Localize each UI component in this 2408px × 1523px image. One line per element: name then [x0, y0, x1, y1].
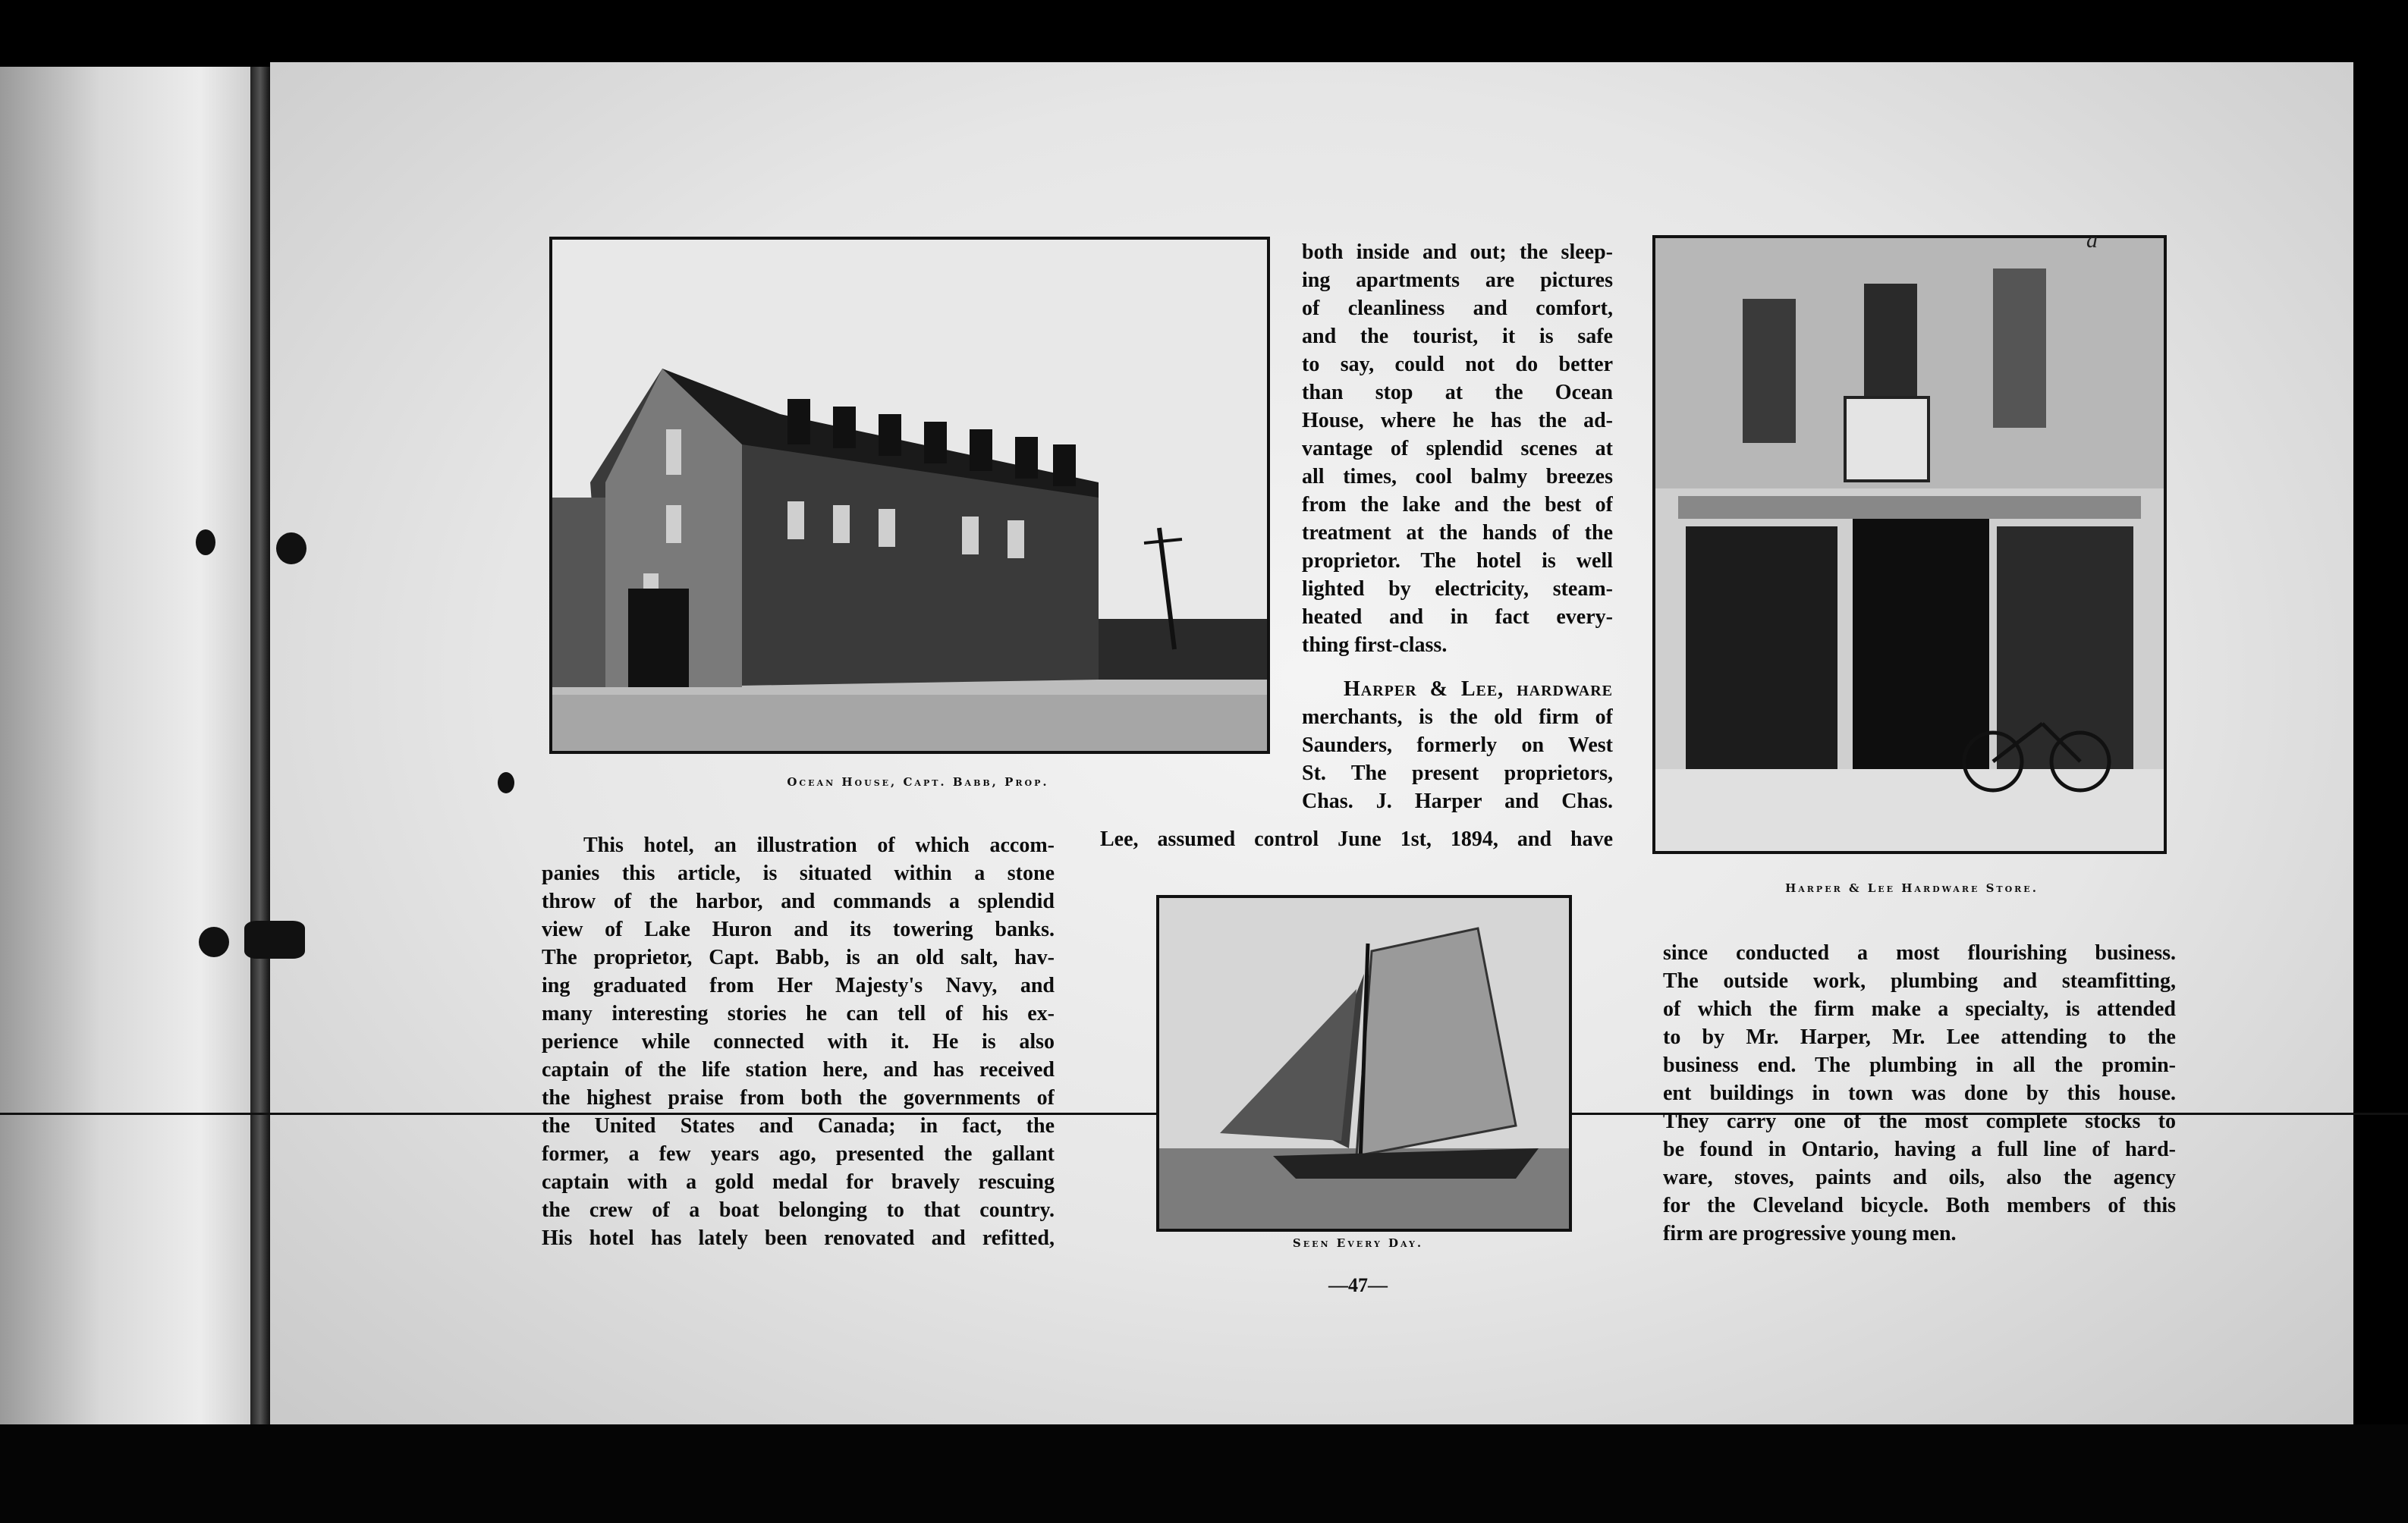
ink-blot	[196, 529, 215, 555]
text-line: business end. The plumbing in all the promin-	[1663, 1054, 2176, 1077]
text-line: former, a few years ago, presented the gallant	[542, 1142, 1055, 1166]
text-line: of cleanliness and comfort,	[1302, 297, 1613, 320]
text-line: and the tourist, it is safe	[1302, 325, 1613, 348]
text-line: ing graduated from Her Majesty's Navy, and	[542, 974, 1055, 997]
text-line: ware, stoves, paints and oils, also the agency	[1663, 1166, 2176, 1189]
text-line: to by Mr. Harper, Mr. Lee attending to the	[1663, 1025, 2176, 1049]
text-line: Harper & Lee, hardware	[1344, 677, 1613, 701]
margin-annotation: a	[2086, 228, 2098, 253]
text-line: throw of the harbor, and commands a splendid	[542, 890, 1055, 913]
text-line: His hotel has lately been renovated and refitted,	[542, 1226, 1055, 1250]
ink-blot	[199, 927, 229, 957]
text-line: House, where he has the ad-	[1302, 409, 1613, 432]
text-line: proprietor. The hotel is well	[1302, 549, 1613, 573]
bottom-border	[0, 1424, 2408, 1523]
article-column-2	[1302, 238, 1613, 659]
text-line: merchants, is the old firm of	[1302, 705, 1613, 729]
text-line: Saunders, formerly on West	[1302, 733, 1613, 757]
text-line: treatment at the hands of the	[1302, 521, 1613, 545]
text-line: firm are progressive young men.	[1663, 1222, 1957, 1245]
left-page-edge	[0, 67, 250, 1424]
article-column-2-continued	[1302, 675, 1613, 815]
text-line: ing apartments are pictures	[1302, 268, 1613, 292]
page-number: —47—	[1328, 1274, 1388, 1296]
text-line: both inside and out; the sleep-	[1302, 240, 1613, 264]
article-column-1	[542, 831, 1055, 1252]
photo-caption: Harper & Lee Hardware Store.	[1785, 881, 2039, 895]
text-line: for the Cleveland bicycle. Both members of this	[1663, 1194, 2176, 1217]
text-line: captain with a gold medal for bravely rescuing	[542, 1170, 1055, 1194]
text-line: from the lake and the best of	[1302, 493, 1613, 517]
text-line: the highest praise from both the governments of	[542, 1086, 1055, 1110]
text-line: many interesting stories he can tell of his ex-	[542, 1002, 1055, 1025]
text-line: be found in Ontario, having a full line of hard-	[1663, 1138, 2176, 1161]
text-line: since conducted a most flourishing business.	[1663, 941, 2176, 965]
text-line: to say, could not do better	[1302, 353, 1613, 376]
sailboat-illustration	[1159, 898, 1569, 1229]
photo-caption: Seen Every Day.	[1292, 1236, 1424, 1250]
text-line: They carry one of the most complete stocks to	[1663, 1110, 2176, 1133]
ink-blot	[276, 532, 307, 564]
text-line: Lee, assumed control June 1st, 1894, and have	[1100, 827, 1613, 851]
text-line: vantage of splendid scenes at	[1302, 437, 1613, 460]
photo-harper-lee-store	[1652, 235, 2167, 854]
text-line: than stop at the Ocean	[1302, 381, 1613, 404]
text-line: perience while connected with it. He is also	[542, 1030, 1055, 1054]
text-line: of which the firm make a specialty, is attended	[1663, 997, 2176, 1021]
article-column-3	[1663, 939, 2176, 1248]
text-line: all times, cool balmy breezes	[1302, 465, 1613, 488]
text-line: captain of the life station here, and has received	[542, 1058, 1055, 1082]
ink-blot	[498, 772, 514, 793]
hardware-store-illustration	[1655, 238, 2164, 851]
text-line: St. The present proprietors,	[1302, 762, 1613, 785]
text-line: Chas. J. Harper and Chas.	[1302, 790, 1613, 813]
article-run-on-line	[1100, 825, 1613, 853]
text-line: panies this article, is situated within a stone	[542, 862, 1055, 885]
text-line: thing first-class.	[1302, 633, 1448, 657]
text-line: the crew of a boat belonging to that country.	[542, 1198, 1055, 1222]
text-line: This hotel, an illustration of which accom-	[583, 834, 1055, 857]
ocean-house-illustration	[552, 240, 1267, 751]
page-gutter	[250, 67, 270, 1424]
photo-sailboat	[1156, 895, 1572, 1232]
text-line: heated and in fact every-	[1302, 605, 1613, 629]
text-line: The outside work, plumbing and steamfitting,	[1663, 969, 2176, 993]
ink-blot	[244, 921, 305, 959]
text-line: view of Lake Huron and its towering banks.	[542, 918, 1055, 941]
photo-ocean-house	[549, 237, 1270, 754]
text-line: lighted by electricity, steam-	[1302, 577, 1613, 601]
text-line: ent buildings in town was done by this house.	[1663, 1082, 2176, 1105]
text-line: The proprietor, Capt. Babb, is an old salt, hav-	[542, 946, 1055, 969]
photo-caption: Ocean House, Capt. Babb, Prop.	[787, 775, 1049, 789]
text-line: the United States and Canada; in fact, the	[542, 1114, 1055, 1138]
